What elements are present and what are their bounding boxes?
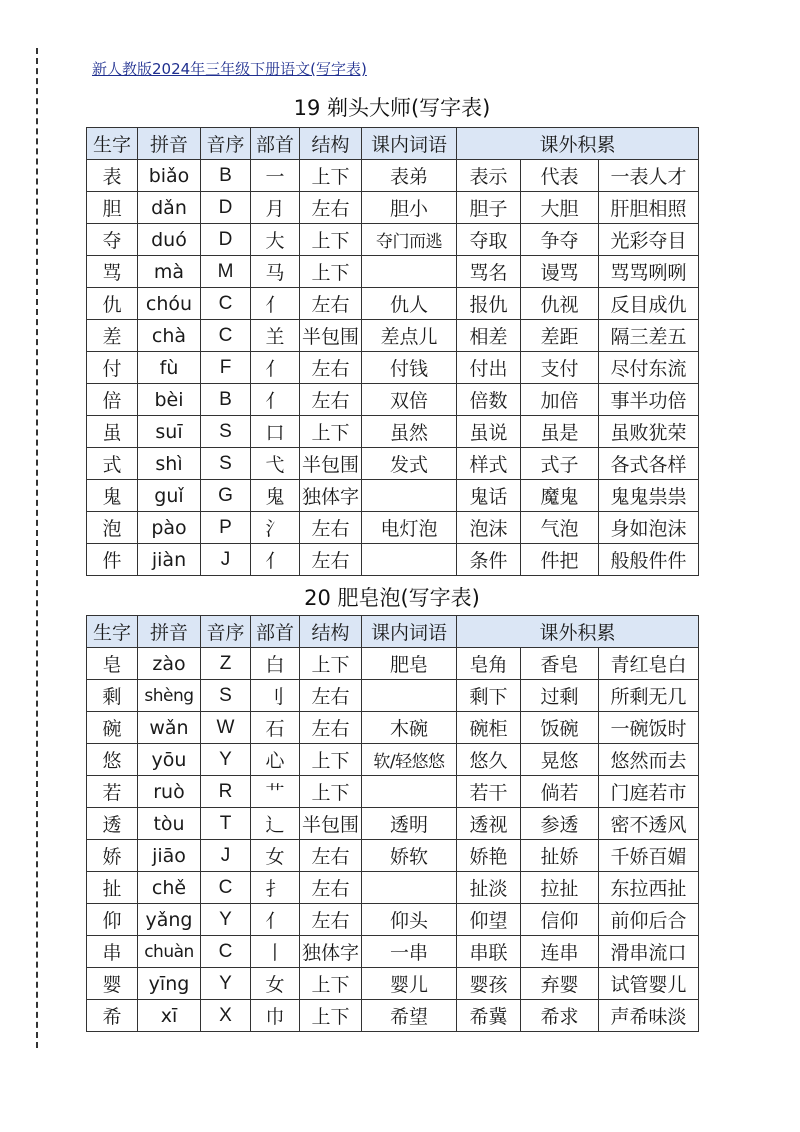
cell-extra-word-3: 声希味淡 xyxy=(599,1000,699,1032)
cell-order: J xyxy=(201,544,251,576)
cell-extra-word-1: 骂名 xyxy=(457,256,521,288)
cell-extra-word-2: 参透 xyxy=(521,808,599,840)
header-extra-words: 课外积累 xyxy=(457,616,699,648)
cell-pinyin: tòu xyxy=(138,808,201,840)
cell-order: X xyxy=(201,1000,251,1032)
cell-radical: 氵 xyxy=(251,512,300,544)
cell-extra-word-3: 尽付东流 xyxy=(599,352,699,384)
cell-radical: 一 xyxy=(251,160,300,192)
cell-extra-word-1: 皂角 xyxy=(457,648,521,680)
cell-pinyin: jiàn xyxy=(138,544,201,576)
cell-in-class-word: 发式 xyxy=(362,448,457,480)
lesson-19-word-table xyxy=(86,127,699,576)
cell-structure: 半包围 xyxy=(300,448,362,480)
cell-order: S xyxy=(201,680,251,712)
cell-extra-word-1: 条件 xyxy=(457,544,521,576)
cell-in-class-word: 表弟 xyxy=(362,160,457,192)
cell-radical: 亻 xyxy=(251,384,300,416)
cell-extra-word-2: 晃悠 xyxy=(521,744,599,776)
table-header-row xyxy=(87,616,699,648)
cell-in-class-word: 电灯泡 xyxy=(362,512,457,544)
cell-radical: 𦍌 xyxy=(251,320,300,352)
cell-extra-word-2: 件把 xyxy=(521,544,599,576)
cell-extra-word-3: 一表人才 xyxy=(599,160,699,192)
cell-pinyin: chě xyxy=(138,872,201,904)
header-char: 生字 xyxy=(87,128,138,160)
cell-pinyin: pào xyxy=(138,512,201,544)
cell-extra-word-3: 一碗饭时 xyxy=(599,712,699,744)
cell-structure: 左右 xyxy=(300,840,362,872)
cell-in-class-word: 婴儿 xyxy=(362,968,457,1000)
table-row xyxy=(87,936,699,968)
cell-extra-word-3: 光彩夺目 xyxy=(599,224,699,256)
cell-char: 串 xyxy=(87,936,138,968)
cell-extra-word-2: 弃婴 xyxy=(521,968,599,1000)
cell-extra-word-1: 剩下 xyxy=(457,680,521,712)
cell-extra-word-3: 青红皂白 xyxy=(599,648,699,680)
cell-extra-word-2: 连串 xyxy=(521,936,599,968)
cell-extra-word-1: 婴孩 xyxy=(457,968,521,1000)
cell-order: G xyxy=(201,480,251,512)
lesson-20-title: 20 肥皂泡(写字表) xyxy=(304,586,480,610)
cell-radical: 马 xyxy=(251,256,300,288)
header-in-class-words: 课内词语 xyxy=(362,128,457,160)
header-radical: 部首 xyxy=(251,128,300,160)
binding-dashed-line xyxy=(36,48,38,1048)
cell-char: 婴 xyxy=(87,968,138,1000)
cell-extra-word-2: 式子 xyxy=(521,448,599,480)
header-order: 音序 xyxy=(201,616,251,648)
cell-extra-word-3: 虽败犹荣 xyxy=(599,416,699,448)
cell-extra-word-1: 娇艳 xyxy=(457,840,521,872)
cell-structure: 左右 xyxy=(300,680,362,712)
cell-in-class-word: 差点儿 xyxy=(362,320,457,352)
cell-extra-word-1: 泡沫 xyxy=(457,512,521,544)
cell-in-class-word: 透明 xyxy=(362,808,457,840)
cell-radical: 月 xyxy=(251,192,300,224)
cell-extra-word-2: 希求 xyxy=(521,1000,599,1032)
cell-order: J xyxy=(201,840,251,872)
cell-extra-word-3: 隔三差五 xyxy=(599,320,699,352)
table-header-row xyxy=(87,128,699,160)
cell-order: D xyxy=(201,224,251,256)
table-row xyxy=(87,448,699,480)
cell-extra-word-1: 倍数 xyxy=(457,384,521,416)
cell-extra-word-3: 试管婴儿 xyxy=(599,968,699,1000)
cell-radical: 亻 xyxy=(251,288,300,320)
cell-radical: 亻 xyxy=(251,352,300,384)
cell-extra-word-2: 魔鬼 xyxy=(521,480,599,512)
cell-extra-word-3: 事半功倍 xyxy=(599,384,699,416)
cell-extra-word-3: 身如泡沫 xyxy=(599,512,699,544)
cell-in-class-word: 一串 xyxy=(362,936,457,968)
cell-order: B xyxy=(201,384,251,416)
cell-radical: 巾 xyxy=(251,1000,300,1032)
cell-pinyin: suī xyxy=(138,416,201,448)
cell-extra-word-2: 支付 xyxy=(521,352,599,384)
cell-in-class-word xyxy=(362,680,457,712)
cell-order: D xyxy=(201,192,251,224)
table-row xyxy=(87,320,699,352)
cell-structure: 上下 xyxy=(300,256,362,288)
cell-radical: 弋 xyxy=(251,448,300,480)
cell-char: 虽 xyxy=(87,416,138,448)
cell-extra-word-1: 相差 xyxy=(457,320,521,352)
cell-radical: 口 xyxy=(251,416,300,448)
table-row xyxy=(87,512,699,544)
cell-char: 鬼 xyxy=(87,480,138,512)
header-pinyin: 拼音 xyxy=(138,616,201,648)
cell-order: P xyxy=(201,512,251,544)
cell-extra-word-3: 门庭若市 xyxy=(599,776,699,808)
table-row xyxy=(87,872,699,904)
cell-in-class-word: 付钱 xyxy=(362,352,457,384)
cell-extra-word-2: 拉扯 xyxy=(521,872,599,904)
cell-pinyin: fù xyxy=(138,352,201,384)
cell-pinyin: yǎng xyxy=(138,904,201,936)
cell-char: 若 xyxy=(87,776,138,808)
cell-radical: 女 xyxy=(251,968,300,1000)
cell-structure: 左右 xyxy=(300,288,362,320)
cell-extra-word-1: 胆子 xyxy=(457,192,521,224)
cell-radical: 大 xyxy=(251,224,300,256)
cell-extra-word-2: 谩骂 xyxy=(521,256,599,288)
cell-extra-word-2: 争夺 xyxy=(521,224,599,256)
cell-extra-word-2: 虽是 xyxy=(521,416,599,448)
table-row xyxy=(87,744,699,776)
header-char: 生字 xyxy=(87,616,138,648)
cell-pinyin: jiāo xyxy=(138,840,201,872)
cell-char: 剩 xyxy=(87,680,138,712)
cell-in-class-word: 双倍 xyxy=(362,384,457,416)
cell-pinyin: yōu xyxy=(138,744,201,776)
cell-radical: 鬼 xyxy=(251,480,300,512)
cell-char: 件 xyxy=(87,544,138,576)
table-row xyxy=(87,904,699,936)
cell-extra-word-2: 仇视 xyxy=(521,288,599,320)
cell-extra-word-1: 夺取 xyxy=(457,224,521,256)
cell-extra-word-3: 悠然而去 xyxy=(599,744,699,776)
cell-radical: 辶 xyxy=(251,808,300,840)
table-row xyxy=(87,384,699,416)
table-row xyxy=(87,968,699,1000)
cell-radical: 刂 xyxy=(251,680,300,712)
cell-order: C xyxy=(201,288,251,320)
cell-extra-word-3: 东拉西扯 xyxy=(599,872,699,904)
cell-order: W xyxy=(201,712,251,744)
header-order: 音序 xyxy=(201,128,251,160)
cell-pinyin: ruò xyxy=(138,776,201,808)
cell-order: T xyxy=(201,808,251,840)
cell-extra-word-1: 透视 xyxy=(457,808,521,840)
cell-in-class-word xyxy=(362,256,457,288)
cell-in-class-word: 肥皂 xyxy=(362,648,457,680)
cell-structure: 左右 xyxy=(300,192,362,224)
table-row xyxy=(87,544,699,576)
cell-char: 透 xyxy=(87,808,138,840)
cell-order: Y xyxy=(201,968,251,1000)
cell-extra-word-2: 大胆 xyxy=(521,192,599,224)
cell-char: 夺 xyxy=(87,224,138,256)
cell-radical: 石 xyxy=(251,712,300,744)
cell-extra-word-3: 反目成仇 xyxy=(599,288,699,320)
table-row xyxy=(87,224,699,256)
cell-radical: 扌 xyxy=(251,872,300,904)
cell-extra-word-3: 滑串流口 xyxy=(599,936,699,968)
cell-structure: 上下 xyxy=(300,648,362,680)
cell-char: 仰 xyxy=(87,904,138,936)
cell-structure: 独体字 xyxy=(300,936,362,968)
cell-extra-word-2: 气泡 xyxy=(521,512,599,544)
table-row xyxy=(87,808,699,840)
cell-in-class-word: 软/轻悠悠 xyxy=(362,744,457,776)
header-extra-words: 课外积累 xyxy=(457,128,699,160)
cell-pinyin: guǐ xyxy=(138,480,201,512)
cell-in-class-word xyxy=(362,544,457,576)
cell-structure: 左右 xyxy=(300,512,362,544)
cell-char: 胆 xyxy=(87,192,138,224)
cell-extra-word-3: 前仰后合 xyxy=(599,904,699,936)
table-row xyxy=(87,288,699,320)
cell-pinyin: biǎo xyxy=(138,160,201,192)
cell-order: Y xyxy=(201,904,251,936)
header-structure: 结构 xyxy=(300,128,362,160)
cell-extra-word-1: 悠久 xyxy=(457,744,521,776)
cell-order: R xyxy=(201,776,251,808)
cell-order: S xyxy=(201,448,251,480)
cell-structure: 上下 xyxy=(300,160,362,192)
cell-order: C xyxy=(201,872,251,904)
cell-radical: 心 xyxy=(251,744,300,776)
table-row xyxy=(87,192,699,224)
lesson-20-word-table xyxy=(86,615,699,1032)
cell-extra-word-2: 差距 xyxy=(521,320,599,352)
cell-pinyin: duó xyxy=(138,224,201,256)
document-header-link[interactable]: 新人教版2024年三年级下册语文(写字表) xyxy=(92,60,367,78)
cell-pinyin: zào xyxy=(138,648,201,680)
cell-char: 骂 xyxy=(87,256,138,288)
cell-extra-word-1: 鬼话 xyxy=(457,480,521,512)
cell-char: 式 xyxy=(87,448,138,480)
cell-structure: 左右 xyxy=(300,712,362,744)
cell-char: 希 xyxy=(87,1000,138,1032)
cell-order: Z xyxy=(201,648,251,680)
cell-radical: 丨 xyxy=(251,936,300,968)
cell-extra-word-3: 肝胆相照 xyxy=(599,192,699,224)
table-row xyxy=(87,416,699,448)
header-in-class-words: 课内词语 xyxy=(362,616,457,648)
cell-in-class-word: 虽然 xyxy=(362,416,457,448)
cell-extra-word-1: 虽说 xyxy=(457,416,521,448)
cell-pinyin: shì xyxy=(138,448,201,480)
cell-in-class-word xyxy=(362,872,457,904)
cell-pinyin: bèi xyxy=(138,384,201,416)
cell-order: M xyxy=(201,256,251,288)
cell-pinyin: yīng xyxy=(138,968,201,1000)
cell-structure: 半包围 xyxy=(300,808,362,840)
cell-extra-word-1: 报仇 xyxy=(457,288,521,320)
table-row xyxy=(87,1000,699,1032)
cell-structure: 上下 xyxy=(300,416,362,448)
cell-extra-word-3: 所剩无几 xyxy=(599,680,699,712)
cell-extra-word-1: 仰望 xyxy=(457,904,521,936)
cell-order: C xyxy=(201,320,251,352)
cell-in-class-word: 胆小 xyxy=(362,192,457,224)
lesson-19-title: 19 剃头大师(写字表) xyxy=(293,96,491,120)
cell-char: 悠 xyxy=(87,744,138,776)
table-row xyxy=(87,352,699,384)
cell-structure: 上下 xyxy=(300,776,362,808)
cell-char: 泡 xyxy=(87,512,138,544)
cell-extra-word-2: 加倍 xyxy=(521,384,599,416)
cell-extra-word-3: 鬼鬼祟祟 xyxy=(599,480,699,512)
cell-structure: 半包围 xyxy=(300,320,362,352)
cell-pinyin: dǎn xyxy=(138,192,201,224)
cell-char: 倍 xyxy=(87,384,138,416)
header-radical: 部首 xyxy=(251,616,300,648)
cell-char: 碗 xyxy=(87,712,138,744)
cell-extra-word-1: 串联 xyxy=(457,936,521,968)
cell-extra-word-3: 密不透风 xyxy=(599,808,699,840)
table-row xyxy=(87,680,699,712)
table-row xyxy=(87,160,699,192)
cell-char: 娇 xyxy=(87,840,138,872)
table-row xyxy=(87,480,699,512)
cell-in-class-word: 夺门而逃 xyxy=(362,224,457,256)
cell-char: 表 xyxy=(87,160,138,192)
cell-order: B xyxy=(201,160,251,192)
cell-in-class-word: 希望 xyxy=(362,1000,457,1032)
cell-extra-word-2: 信仰 xyxy=(521,904,599,936)
cell-order: Y xyxy=(201,744,251,776)
cell-pinyin: mà xyxy=(138,256,201,288)
cell-extra-word-1: 付出 xyxy=(457,352,521,384)
cell-char: 付 xyxy=(87,352,138,384)
cell-structure: 左右 xyxy=(300,872,362,904)
cell-pinyin: xī xyxy=(138,1000,201,1032)
cell-structure: 上下 xyxy=(300,968,362,1000)
table-row xyxy=(87,256,699,288)
cell-extra-word-3: 千娇百媚 xyxy=(599,840,699,872)
cell-order: C xyxy=(201,936,251,968)
cell-extra-word-2: 香皂 xyxy=(521,648,599,680)
table-row xyxy=(87,648,699,680)
cell-order: F xyxy=(201,352,251,384)
cell-char: 仇 xyxy=(87,288,138,320)
cell-extra-word-1: 表示 xyxy=(457,160,521,192)
table-row xyxy=(87,712,699,744)
cell-extra-word-3: 各式各样 xyxy=(599,448,699,480)
cell-extra-word-1: 碗柜 xyxy=(457,712,521,744)
cell-pinyin: chà xyxy=(138,320,201,352)
cell-radical: 女 xyxy=(251,840,300,872)
cell-extra-word-3: 骂骂咧咧 xyxy=(599,256,699,288)
cell-in-class-word: 仰头 xyxy=(362,904,457,936)
cell-structure: 左右 xyxy=(300,904,362,936)
cell-extra-word-2: 倘若 xyxy=(521,776,599,808)
cell-structure: 左右 xyxy=(300,384,362,416)
cell-extra-word-1: 扯淡 xyxy=(457,872,521,904)
cell-in-class-word: 木碗 xyxy=(362,712,457,744)
cell-in-class-word xyxy=(362,480,457,512)
cell-in-class-word: 仇人 xyxy=(362,288,457,320)
cell-extra-word-2: 过剩 xyxy=(521,680,599,712)
cell-extra-word-1: 样式 xyxy=(457,448,521,480)
header-pinyin: 拼音 xyxy=(138,128,201,160)
cell-structure: 上下 xyxy=(300,224,362,256)
cell-structure: 上下 xyxy=(300,744,362,776)
cell-order: S xyxy=(201,416,251,448)
cell-pinyin: chuàn xyxy=(138,936,201,968)
cell-radical: 亻 xyxy=(251,544,300,576)
cell-structure: 左右 xyxy=(300,544,362,576)
cell-char: 皂 xyxy=(87,648,138,680)
cell-pinyin: chóu xyxy=(138,288,201,320)
cell-char: 扯 xyxy=(87,872,138,904)
cell-extra-word-1: 若干 xyxy=(457,776,521,808)
cell-structure: 上下 xyxy=(300,1000,362,1032)
table-row xyxy=(87,776,699,808)
cell-pinyin: wǎn xyxy=(138,712,201,744)
cell-char: 差 xyxy=(87,320,138,352)
header-structure: 结构 xyxy=(300,616,362,648)
cell-radical: 亻 xyxy=(251,904,300,936)
cell-radical: 白 xyxy=(251,648,300,680)
cell-in-class-word xyxy=(362,776,457,808)
cell-extra-word-2: 饭碗 xyxy=(521,712,599,744)
cell-pinyin: shèng xyxy=(138,680,201,712)
cell-extra-word-2: 扯娇 xyxy=(521,840,599,872)
cell-radical: 艹 xyxy=(251,776,300,808)
cell-extra-word-3: 般般件件 xyxy=(599,544,699,576)
cell-extra-word-1: 希冀 xyxy=(457,1000,521,1032)
cell-structure: 左右 xyxy=(300,352,362,384)
cell-extra-word-2: 代表 xyxy=(521,160,599,192)
table-row xyxy=(87,840,699,872)
cell-in-class-word: 娇软 xyxy=(362,840,457,872)
cell-structure: 独体字 xyxy=(300,480,362,512)
